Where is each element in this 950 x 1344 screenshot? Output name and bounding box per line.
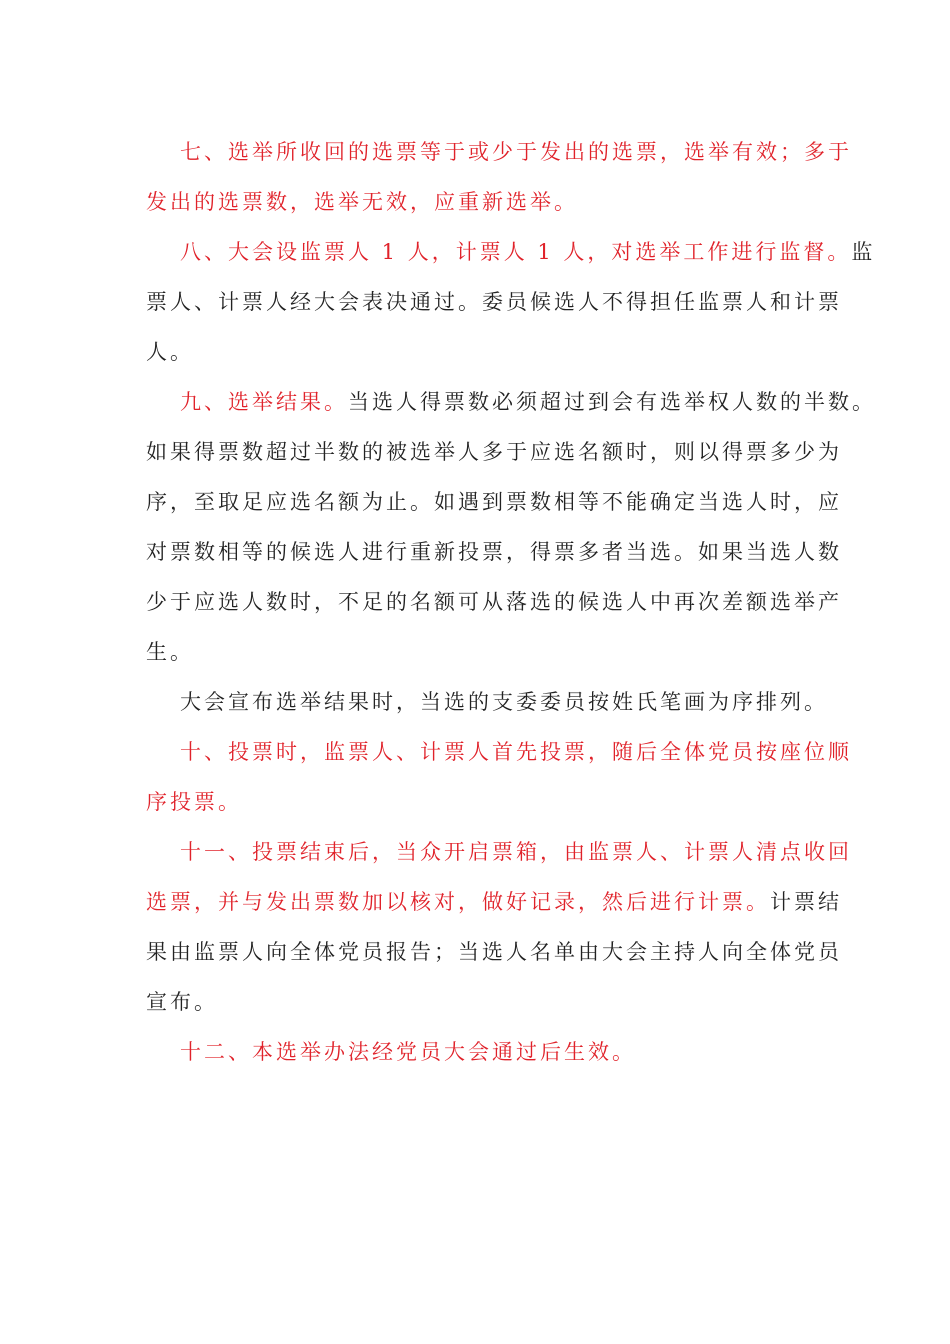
- article-7-line-1: 七、选举所收回的选票等于或少于发出的选票，选举有效；多于: [180, 140, 852, 164]
- article-9-body: 当选人得票数必须超过到会有选举权人数的半数。: [348, 390, 876, 414]
- article-9-line-2: 如果得票数超过半数的被选举人多于应选名额时，则以得票多少为: [146, 440, 842, 464]
- article-11-line-2: [146, 887, 842, 917]
- article-8-line-1: [180, 237, 875, 267]
- article-10-line-1: 十、投票时，监票人、计票人首先投票，随后全体党员按座位顺: [180, 740, 852, 764]
- article-9-heading-red: 九、选举结果。: [180, 390, 348, 414]
- article-11-line-4: 宣布。: [146, 990, 218, 1014]
- article-9-line-4: 对票数相等的候选人进行重新投票，得票多者当选。如果当选人数: [146, 540, 842, 564]
- article-7-line-2: 发出的选票数，选举无效，应重新选举。: [146, 190, 578, 214]
- article-11-line-3: 果由监票人向全体党员报告；当选人名单由大会主持人向全体党员: [146, 940, 842, 964]
- article-12-line: 十二、本选举办法经党员大会通过后生效。: [180, 1040, 636, 1064]
- article-8-heading-red: 八、大会设监票人 1 人，计票人 1 人，对选举工作进行监督。: [180, 240, 852, 264]
- article-8-continuation: 监: [851, 240, 876, 264]
- article-11-line-1: 十一、投票结束后，当众开启票箱，由监票人、计票人清点收回: [180, 840, 852, 864]
- announcement-line: 大会宣布选举结果时，当选的支委委员按姓氏笔画为序排列。: [180, 690, 828, 714]
- article-11-red-part: 选票，并与发出票数加以核对，做好记录，然后进行计票。: [146, 890, 770, 914]
- article-9-line-3: 序，至取足应选名额为止。如遇到票数相等不能确定当选人时，应: [146, 490, 842, 514]
- article-8-line-3: 人。: [146, 340, 194, 364]
- article-9-line-6: 生。: [146, 640, 194, 664]
- article-9-line-5: 少于应选人数时，不足的名额可从落选的候选人中再次差额选举产: [146, 590, 842, 614]
- article-11-black-part: 计票结: [770, 890, 842, 914]
- article-10-line-2: 序投票。: [146, 790, 242, 814]
- article-8-line-2: 票人、计票人经大会表决通过。委员候选人不得担任监票人和计票: [146, 290, 842, 314]
- article-9-line-1: [180, 387, 876, 417]
